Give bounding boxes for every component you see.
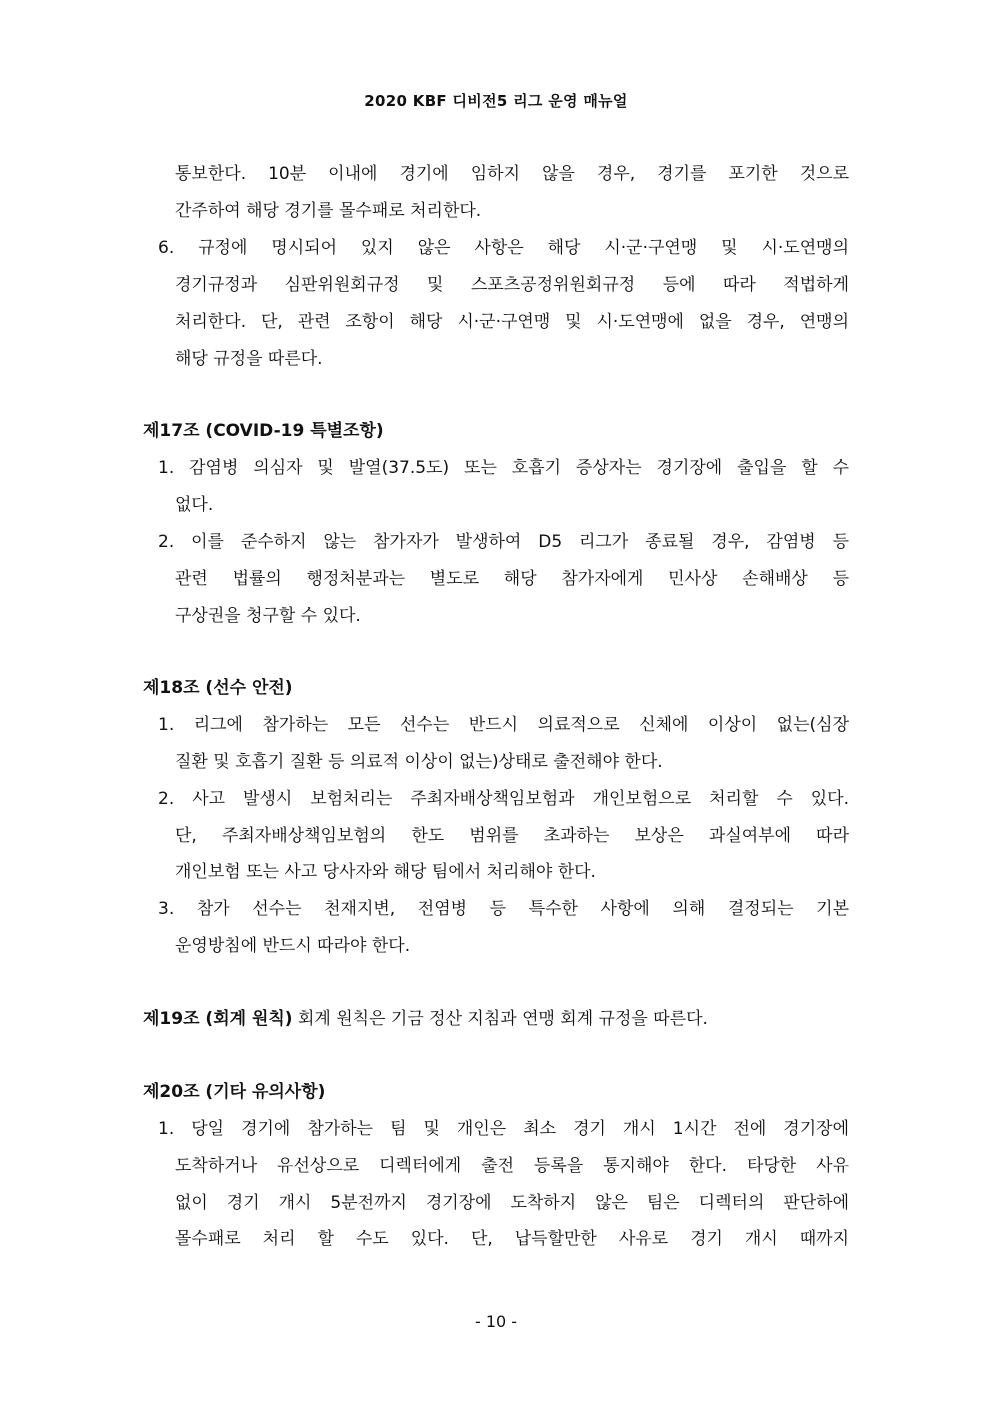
- body-line: 개인보험 또는 사고 당사자와 해당 팀에서 처리해야 한다.: [175, 862, 596, 882]
- body-line: 구상권을 청구할 수 있다.: [175, 606, 361, 626]
- body-line: 통보한다. 10분 이내에 경기에 임하지 않을 경우, 경기를 포기한 것으로: [175, 164, 849, 184]
- body-line: 단, 주최자배상책임보험의 한도 범위를 초과하는 보상은 과실여부에 따라: [175, 826, 849, 846]
- body-line: 없다.: [175, 495, 214, 515]
- article-17-heading: 제17조 (COVID-19 특별조항): [143, 421, 384, 441]
- article-19-heading: 제19조 (회계 원칙): [143, 1009, 293, 1029]
- body-line: 해당 규정을 따른다.: [175, 349, 323, 369]
- body-line: 몰수패로 처리 할 수도 있다. 단, 납득할만한 사유로 경기 개시 때까지: [175, 1229, 849, 1249]
- list-item: 1. 당일 경기에 참가하는 팀 및 개인은 최소 경기 개시 1시간 전에 경기장에: [158, 1119, 849, 1139]
- body-line: 도착하거나 유선상으로 디렉터에게 출전 등록을 통지해야 한다. 타당한 사유: [175, 1156, 849, 1176]
- body-line: 운영방침에 반드시 따라야 한다.: [175, 936, 411, 956]
- page-header: 2020 KBF 디비전5 리그 운영 매뉴얼: [364, 92, 628, 110]
- list-item-6: 6. 규정에 명시되어 있지 않은 사항은 해당 시·군·구연맹 및 시·도연맹의: [158, 238, 849, 258]
- body-line: 경기규정과 심판위원회규정 및 스포츠공정위원회규정 등에 따라 적법하게: [175, 275, 849, 295]
- article-19: [143, 1009, 708, 1029]
- body-line: 없이 경기 개시 5분전까지 경기장에 도착하지 않은 팀은 디렉터의 판단하에: [175, 1193, 849, 1213]
- body-line: 처리한다. 단, 관련 조항이 해당 시·군·구연맹 및 시·도연맹에 없을 경우, 연맹의: [175, 312, 849, 332]
- page-number: - 10 -: [474, 1312, 518, 1331]
- list-item: 1. 리그에 참가하는 모든 선수는 반드시 의료적으로 신체에 이상이 없는(심장: [158, 715, 849, 735]
- body-line: 간주하여 해당 경기를 몰수패로 처리한다.: [175, 201, 482, 221]
- article-18-heading: 제18조 (선수 안전): [143, 678, 293, 698]
- body-line: 관련 법률의 행정처분과는 별도로 해당 참가자에게 민사상 손해배상 등: [175, 569, 849, 589]
- list-item: 3. 참가 선수는 천재지변, 전염병 등 특수한 사항에 의해 결정되는 기본: [158, 899, 849, 919]
- article-19-text: 회계 원칙은 기금 정산 지침과 연맹 회계 규정을 따른다.: [292, 1009, 708, 1029]
- list-item: 2. 사고 발생시 보험처리는 주최자배상책임보험과 개인보험으로 처리할 수 있다.: [158, 789, 849, 809]
- article-20-heading: 제20조 (기타 유의사항): [143, 1082, 326, 1102]
- body-line: 질환 및 호흡기 질환 등 의료적 이상이 없는)상태로 출전해야 한다.: [175, 752, 663, 772]
- list-item: 1. 감염병 의심자 및 발열(37.5도) 또는 호흡기 증상자는 경기장에 출입을 할 수: [158, 458, 849, 478]
- list-item: 2. 이를 준수하지 않는 참가자가 발생하여 D5 리그가 종료될 경우, 감염병 등: [158, 532, 849, 552]
